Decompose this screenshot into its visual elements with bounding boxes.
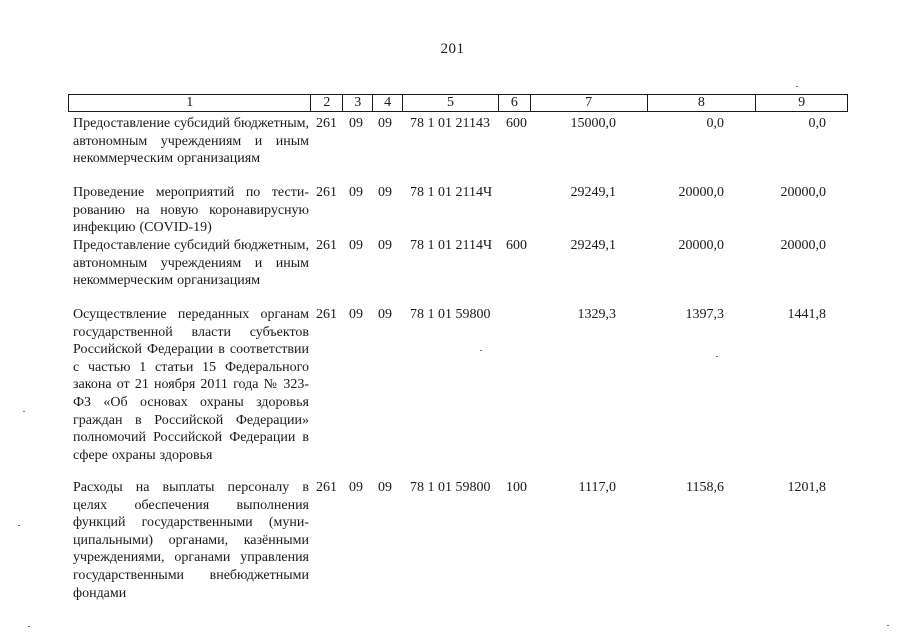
subsection-code: 09 xyxy=(378,238,392,253)
subsection-code: 09 xyxy=(378,307,392,322)
scan-speck xyxy=(480,350,482,351)
expense-kind-code: 600 xyxy=(506,116,527,131)
section-code: 09 xyxy=(349,185,363,200)
row-description: Осуществление переданных органам государственной власти субъектов Российской Федерации в соответствии с частью 1 статьи 15 Федерального закона от 21 ноября 2011 года № 323-ФЗ «Об основах охраны здоровья граждан в Российской Федерации» полномочий Российской Федерации в сфере охраны здоровья xyxy=(73,307,309,463)
target-article-code: 78 1 01 59800 xyxy=(410,307,491,322)
amount-year-3: 20000,0 xyxy=(780,238,826,253)
grbs-code: 261 xyxy=(316,238,337,253)
grbs-code: 261 xyxy=(316,480,337,495)
amount-year-1: 1117,0 xyxy=(578,480,616,495)
amount-year-3: 0,0 xyxy=(808,116,826,131)
page-number: 201 xyxy=(440,41,465,57)
table-header-row xyxy=(68,94,848,112)
row-description: Предоставление субсидий бюджетным, автономным учреждениям и иным некоммерческим организациям xyxy=(73,238,310,289)
table-header-cell: 3 xyxy=(343,95,373,111)
section-code: 09 xyxy=(349,116,363,131)
scan-speck xyxy=(796,86,798,87)
target-article-code: 78 1 01 59800 xyxy=(410,480,491,495)
target-article-code: 78 1 01 2114Ч xyxy=(410,238,493,253)
scan-speck xyxy=(23,411,25,412)
row-description: Расходы на выплаты персоналу в целях обеспечения выполнения функций государственными (муниципальными) органами, казёнными учреждениями, органами управления государственными внебюджетными фондами xyxy=(73,480,309,601)
amount-year-2: 1397,3 xyxy=(685,307,724,322)
target-article-code: 78 1 01 21143 xyxy=(410,116,490,131)
table-header-cell: 5 xyxy=(403,95,499,111)
subsection-code: 09 xyxy=(378,480,392,495)
table-header-cell: 9 xyxy=(798,95,806,110)
amount-year-1: 29249,1 xyxy=(570,238,616,253)
grbs-code: 261 xyxy=(316,307,337,322)
amount-year-2: 20000,0 xyxy=(678,185,724,200)
scan-speck xyxy=(18,525,20,526)
amount-year-2: 0,0 xyxy=(706,116,724,131)
expense-kind-code: 600 xyxy=(506,238,527,253)
amount-year-3: 20000,0 xyxy=(780,185,826,200)
scan-speck xyxy=(887,625,889,626)
table-header-cell: 1 xyxy=(69,95,311,111)
amount-year-2: 20000,0 xyxy=(678,238,724,253)
table-header-cell: 2 xyxy=(311,95,343,111)
row-description: Проведение мероприятий по тестированию на новую коронавирусную инфекцию (COVID-19) xyxy=(73,185,309,236)
target-article-code: 78 1 01 2114Ч xyxy=(410,185,493,200)
section-code: 09 xyxy=(349,480,363,495)
amount-year-1: 1329,3 xyxy=(577,307,616,322)
scan-speck xyxy=(28,626,30,627)
section-code: 09 xyxy=(349,238,363,253)
amount-year-3: 1441,8 xyxy=(787,307,826,322)
grbs-code: 261 xyxy=(316,185,337,200)
amount-year-1: 15000,0 xyxy=(570,116,616,131)
amount-year-2: 1158,6 xyxy=(686,480,724,495)
table-header-cell: 6 xyxy=(499,95,531,111)
expense-kind-code: 100 xyxy=(506,480,527,495)
table-header-cell: 4 xyxy=(373,95,403,111)
table-header-cell: 7 xyxy=(531,95,648,111)
row-description: Предоставление субсидий бюджетным, автономным учреждениям и иным некоммерческим организациям xyxy=(73,116,310,167)
scan-speck xyxy=(716,356,718,357)
section-code: 09 xyxy=(349,307,363,322)
subsection-code: 09 xyxy=(378,185,392,200)
table-header-cell: 8 xyxy=(648,95,757,111)
amount-year-1: 29249,1 xyxy=(570,185,616,200)
subsection-code: 09 xyxy=(378,116,392,131)
amount-year-3: 1201,8 xyxy=(787,480,826,495)
grbs-code: 261 xyxy=(316,116,337,131)
